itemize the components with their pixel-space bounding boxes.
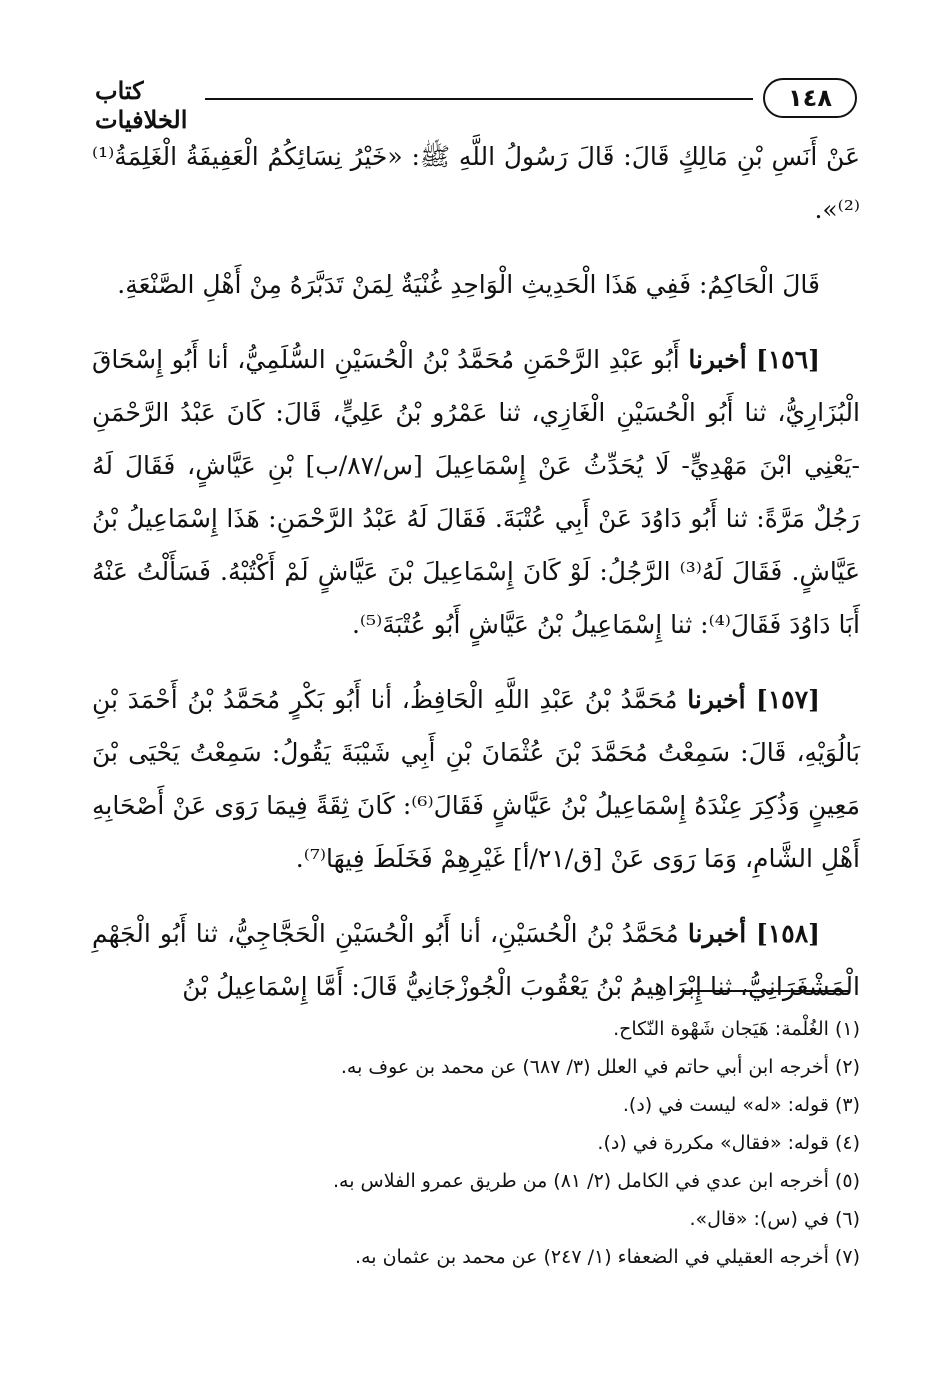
page-header [95,76,857,134]
paragraph-hakim: قَالَ الْحَاكِمُ: فَفِي هَذَا الْحَدِيثِ الْوَاحِدِ غُنْيَةٌ لِمَنْ تَدَبَّرَهُ مِنْ أَهْلِ الصَّنْعَةِ. [117,270,820,299]
header-rule [205,98,753,100]
paragraph-158 [92,907,860,1013]
paragraph-156-text: أَبُو عَبْدِ الرَّحْمَنِ مُحَمَّدُ بْنُ الْحُسَيْنِ السُّلَمِيُّ، أنا أَبُو إِسْحَاقَ الْبُزَارِيُّ، ثنا أَبُو الْحُسَيْنِ الْغَازِي، ثنا عَمْرُو بْنُ عَلِيٍّ، قَالَ: كَانَ عَبْدُ الرَّحْمَنِ -يَعْنِي ابْنَ مَهْدِيٍّ- لَا يُحَدِّثُ عَنْ إِسْمَاعِيلَ [س/٨٧/ب] بْنِ عَيَّاشٍ، فَقَالَ لَهُ رَجُلٌ مَرَّةً: ثنا أَبُو دَاوُدَ عَنْ أَبِي عُتْبَةَ. فَقَالَ لَهُ عَبْدُ الرَّحْمَنِ: هَذَا إِسْمَاعِيلُ بْنُ عَيَّاشٍ. فَقَالَ لَهُ⁽³⁾ الرَّجُلُ: لَوْ كَانَ إِسْمَاعِيلَ بْنَ عَيَّاشٍ لَمْ أَكْتُبْهُ. فَسَأَلْتُ عَنْهُ أَبَا دَاوُدَ فَقَالَ⁽⁴⁾: ثنا إِسْمَاعِيلُ بْنُ عَيَّاشٍ أَبُو عُتْبَةَ⁽⁵⁾. [92,345,860,639]
hadith-number-156: [١٥٦] أخبرنا [688,345,820,374]
hadith-number-158: [١٥٨] أخبرنا [687,919,820,948]
paragraph-157 [92,673,860,885]
book-title: كتاب الخلافيات [95,76,188,134]
paragraph-158-text: مُحَمَّدُ بْنُ الْحُسَيْنِ، أنا أَبُو الْحُسَيْنِ الْحَجَّاجِيُّ، ثنا أَبُو الْجَهْمِ الْمَشْغَرَانِيُّ، ثنا إِبْرَاهِيمُ بْنُ يَعْقُوبَ الْجُوزْجَانِيُّ قَالَ: أَمَّا إِسْمَاعِيلُ بْنُ [92,919,860,1001]
footnote-separator [680,990,850,992]
main-text [92,130,860,1035]
hadith-number-157: [١٥٧] أخبرنا [687,685,820,714]
footnote-4: (٤) قوله: «فقال» مكررة في (د). [597,1132,860,1154]
footnotes [92,1010,860,1276]
page-number: ١٤٨ [763,78,857,118]
paragraph-157-text: مُحَمَّدُ بْنُ عَبْدِ اللَّهِ الْحَافِظُ، أنا أَبُو بَكْرٍ مُحَمَّدُ بْنُ أَحْمَدَ بْنِ بَالُوَيْهِ، قَالَ: سَمِعْتُ مُحَمَّدَ بْنَ عُثْمَانَ بْنِ أَبِي شَيْبَةَ يَقُولُ: سَمِعْتُ يَحْيَى بْنَ مَعِينٍ وَذُكِرَ عِنْدَهُ إِسْمَاعِيلُ بْنُ عَيَّاشٍ فَقَالَ⁽⁶⁾: كَانَ ثِقَةً فِيمَا رَوَى عَنْ أَصْحَابِهِ أَهْلِ الشَّامِ، وَمَا رَوَى عَنْ [ق/٢١/أ] غَيْرِهِمْ فَخَلَطَ فِيهَا⁽⁷⁾. [92,685,860,873]
paragraph-156 [92,333,860,651]
footnote-7: (٧) أخرجه العقيلي في الضعفاء (١/ ٢٤٧) عن محمد بن عثمان به. [355,1246,860,1268]
footnote-1: (١) الغُلْمة: هَيَجان شَهْوة النّكاح. [613,1018,860,1040]
footnote-3: (٣) قوله: «له» ليست في (د). [622,1094,860,1116]
paragraph-hadith: عَنْ أَنَسِ بْنِ مَالِكٍ قَالَ: قَالَ رَسُولُ اللَّهِ ﷺ: «خَيْرُ نِسَائِكُمُ الْعَفِيفَةُ الْغَلِمَةُ⁽¹⁾⁽²⁾». [92,142,860,224]
footnote-2: (٢) أخرجه ابن أبي حاتم في العلل (٣/ ٦٨٧) عن محمد بن عوف به. [340,1056,860,1078]
footnote-5: (٥) أخرجه ابن عدي في الكامل (٢/ ٨١) من طريق عمرو الفلاس به. [333,1170,860,1192]
footnote-6: (٦) في (س): «قال». [689,1208,860,1230]
